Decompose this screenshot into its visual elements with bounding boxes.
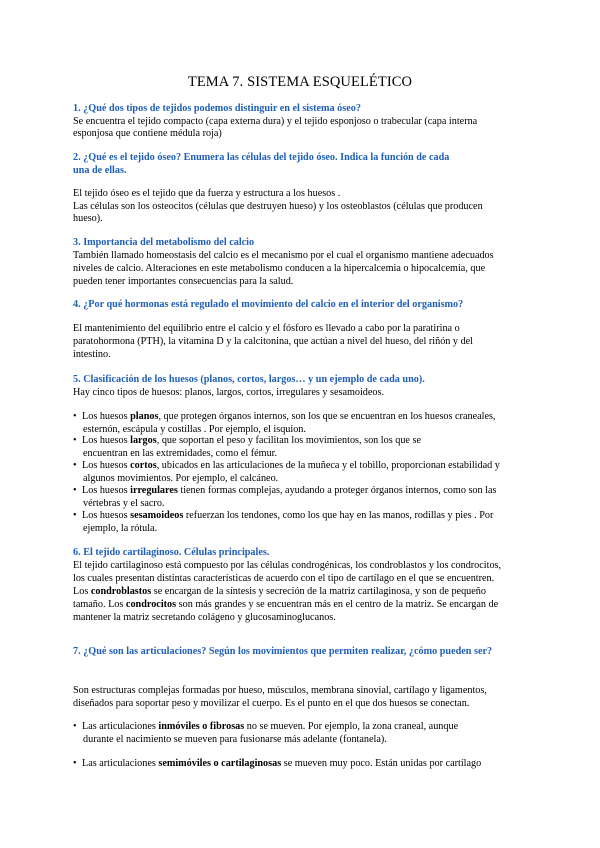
question-2-line-2: una de ellas. xyxy=(73,165,127,176)
answer-3-line-2: niveles de calcio. Alteraciones en este metabolismo conducen a la hipercalcemia o hipocalcemia, que xyxy=(73,263,486,274)
list-item-planos: • Los huesos planos, que protegen órganos internos, son los que se encuentran en los huesos craneales, esternón, escápula y costillas . Por ejemplo, el isquion. xyxy=(73,411,496,435)
bullet-icon: • xyxy=(73,435,77,446)
answer-6-line-1: El tejido cartilaginoso está compuesto por las células condrogénicas, los condroblastos y los condrocitos, xyxy=(73,560,502,571)
question-5: 5. Clasificación de los huesos (planos, cortos, largos… y un ejemplo de cada uno). xyxy=(73,374,425,385)
answer-3-line-1: También llamado homeostasis del calcio es el mecanismo por el cual el organismo mantiene adecuados xyxy=(73,250,494,261)
bullet-icon: • xyxy=(73,485,77,496)
answer-3-line-3: pueden tener importantes consecuencias para la salud. xyxy=(73,276,294,287)
list-item-largos: • Los huesos largos, que soportan el peso y facilitan los movimientos, son los que se encuentran en las extremidades, como el fémur. xyxy=(73,435,421,459)
question-2-line-1: 2. ¿Qué es el tejido óseo? Enumera las células del tejido óseo. Indica la función de cada xyxy=(73,152,450,163)
answer-7-line-1: Son estructuras complejas formadas por hueso, músculos, membrana sinovial, cartílago y ligamentos, xyxy=(73,685,487,696)
answer-4-line-1: El mantenimiento del equilibrio entre el calcio y el fósforo es llevado a cabo por la paratirina o xyxy=(73,323,460,334)
question-7: 7. ¿Qué son las articulaciones? Según los movimientos que permiten realizar, ¿cómo pueden ser? xyxy=(73,646,493,657)
bullet-icon: • xyxy=(73,721,77,732)
answer-2-line-1: El tejido óseo es el tejido que da fuerza y estructura a los huesos . xyxy=(73,188,341,199)
bullet-icon: • xyxy=(73,411,77,422)
answer-2-line-3: hueso). xyxy=(73,213,103,224)
answer-6-line-2: los cuales presentan distintas características de acuerdo con el tipo de cartílago en el que se encuentren. xyxy=(73,573,495,584)
list-item-semimoviles: • Las articulaciones semimóviles o cartilaginosas se mueven muy poco. Están unidas por cartílago xyxy=(73,758,482,769)
list-item-cortos: • Los huesos cortos, ubicados en las articulaciones de la muñeca y el tobillo, proporcionan estabilidad y algunos movimientos. Por ejemplo, el calcáneo. xyxy=(73,460,500,484)
list-item-inmoviles: • Las articulaciones inmóviles o fibrosas no se mueven. Por ejemplo, la zona craneal, aunque durante el nacimiento se mueven para fusionarse más adelante (fontanela). xyxy=(73,721,459,745)
question-3: 3. Importancia del metabolismo del calcio xyxy=(73,237,255,248)
answer-2-line-2: Las células son los osteocitos (células que destruyen hueso) y los osteoblastos (células que producen xyxy=(73,201,483,212)
bullet-icon: • xyxy=(73,510,77,521)
answer-7-line-2: diseñados para soportar peso y movilizar el cuerpo. Es el punto en el que dos huesos se conectan. xyxy=(73,698,470,709)
list-item-sesamoideos: • Los huesos sesamoideos refuerzan los tendones, como los que hay en las manos, rodillas y pies . Por ejemplo, la rótula. xyxy=(73,510,494,534)
list-item-irregulares: • Los huesos irregulares tienen formas complejas, ayudando a proteger órganos internos, como son las vértebras y el sacro. xyxy=(73,485,497,509)
question-4: 4. ¿Por qué hormonas está regulado el movimiento del calcio en el interior del organismo? xyxy=(73,299,464,310)
answer-1-line-1: Se encuentra el tejido compacto (capa externa dura) y el tejido esponjoso o trabecular (capa interna xyxy=(73,116,478,127)
answer-4-line-2: paratohormona (PTH), la vitamina D y la calcitonina, que actúan a nivel del hueso, del riñón y del xyxy=(73,336,474,347)
answer-4-line-3: intestino. xyxy=(73,349,111,360)
question-1: 1. ¿Qué dos tipos de tejidos podemos distinguir en el sistema óseo? xyxy=(73,103,361,114)
bullet-icon: • xyxy=(73,758,77,769)
answer-5-intro: Hay cinco tipos de huesos: planos, largos, cortos, irregulares y sesamoideos. xyxy=(73,387,385,398)
answer-6-line-5: mantener la matriz secretando colágeno y glucosaminoglucanos. xyxy=(73,612,336,623)
page-title: TEMA 7. SISTEMA ESQUELÉTICO xyxy=(187,74,413,90)
answer-6-line-3: Los condroblastos se encargan de la síntesis y secreción de la matriz cartilaginosa, y son de pequeño xyxy=(73,586,486,597)
bullet-icon: • xyxy=(73,460,77,471)
answer-6-line-4: tamaño. Los condrocitos son más grandes y se encuentran más en el centro de la matriz. Se encargan de xyxy=(73,599,499,610)
question-6: 6. El tejido cartilaginoso. Células principales. xyxy=(73,547,270,558)
answer-1-line-2: esponjosa que contiene médula roja) xyxy=(73,128,222,139)
